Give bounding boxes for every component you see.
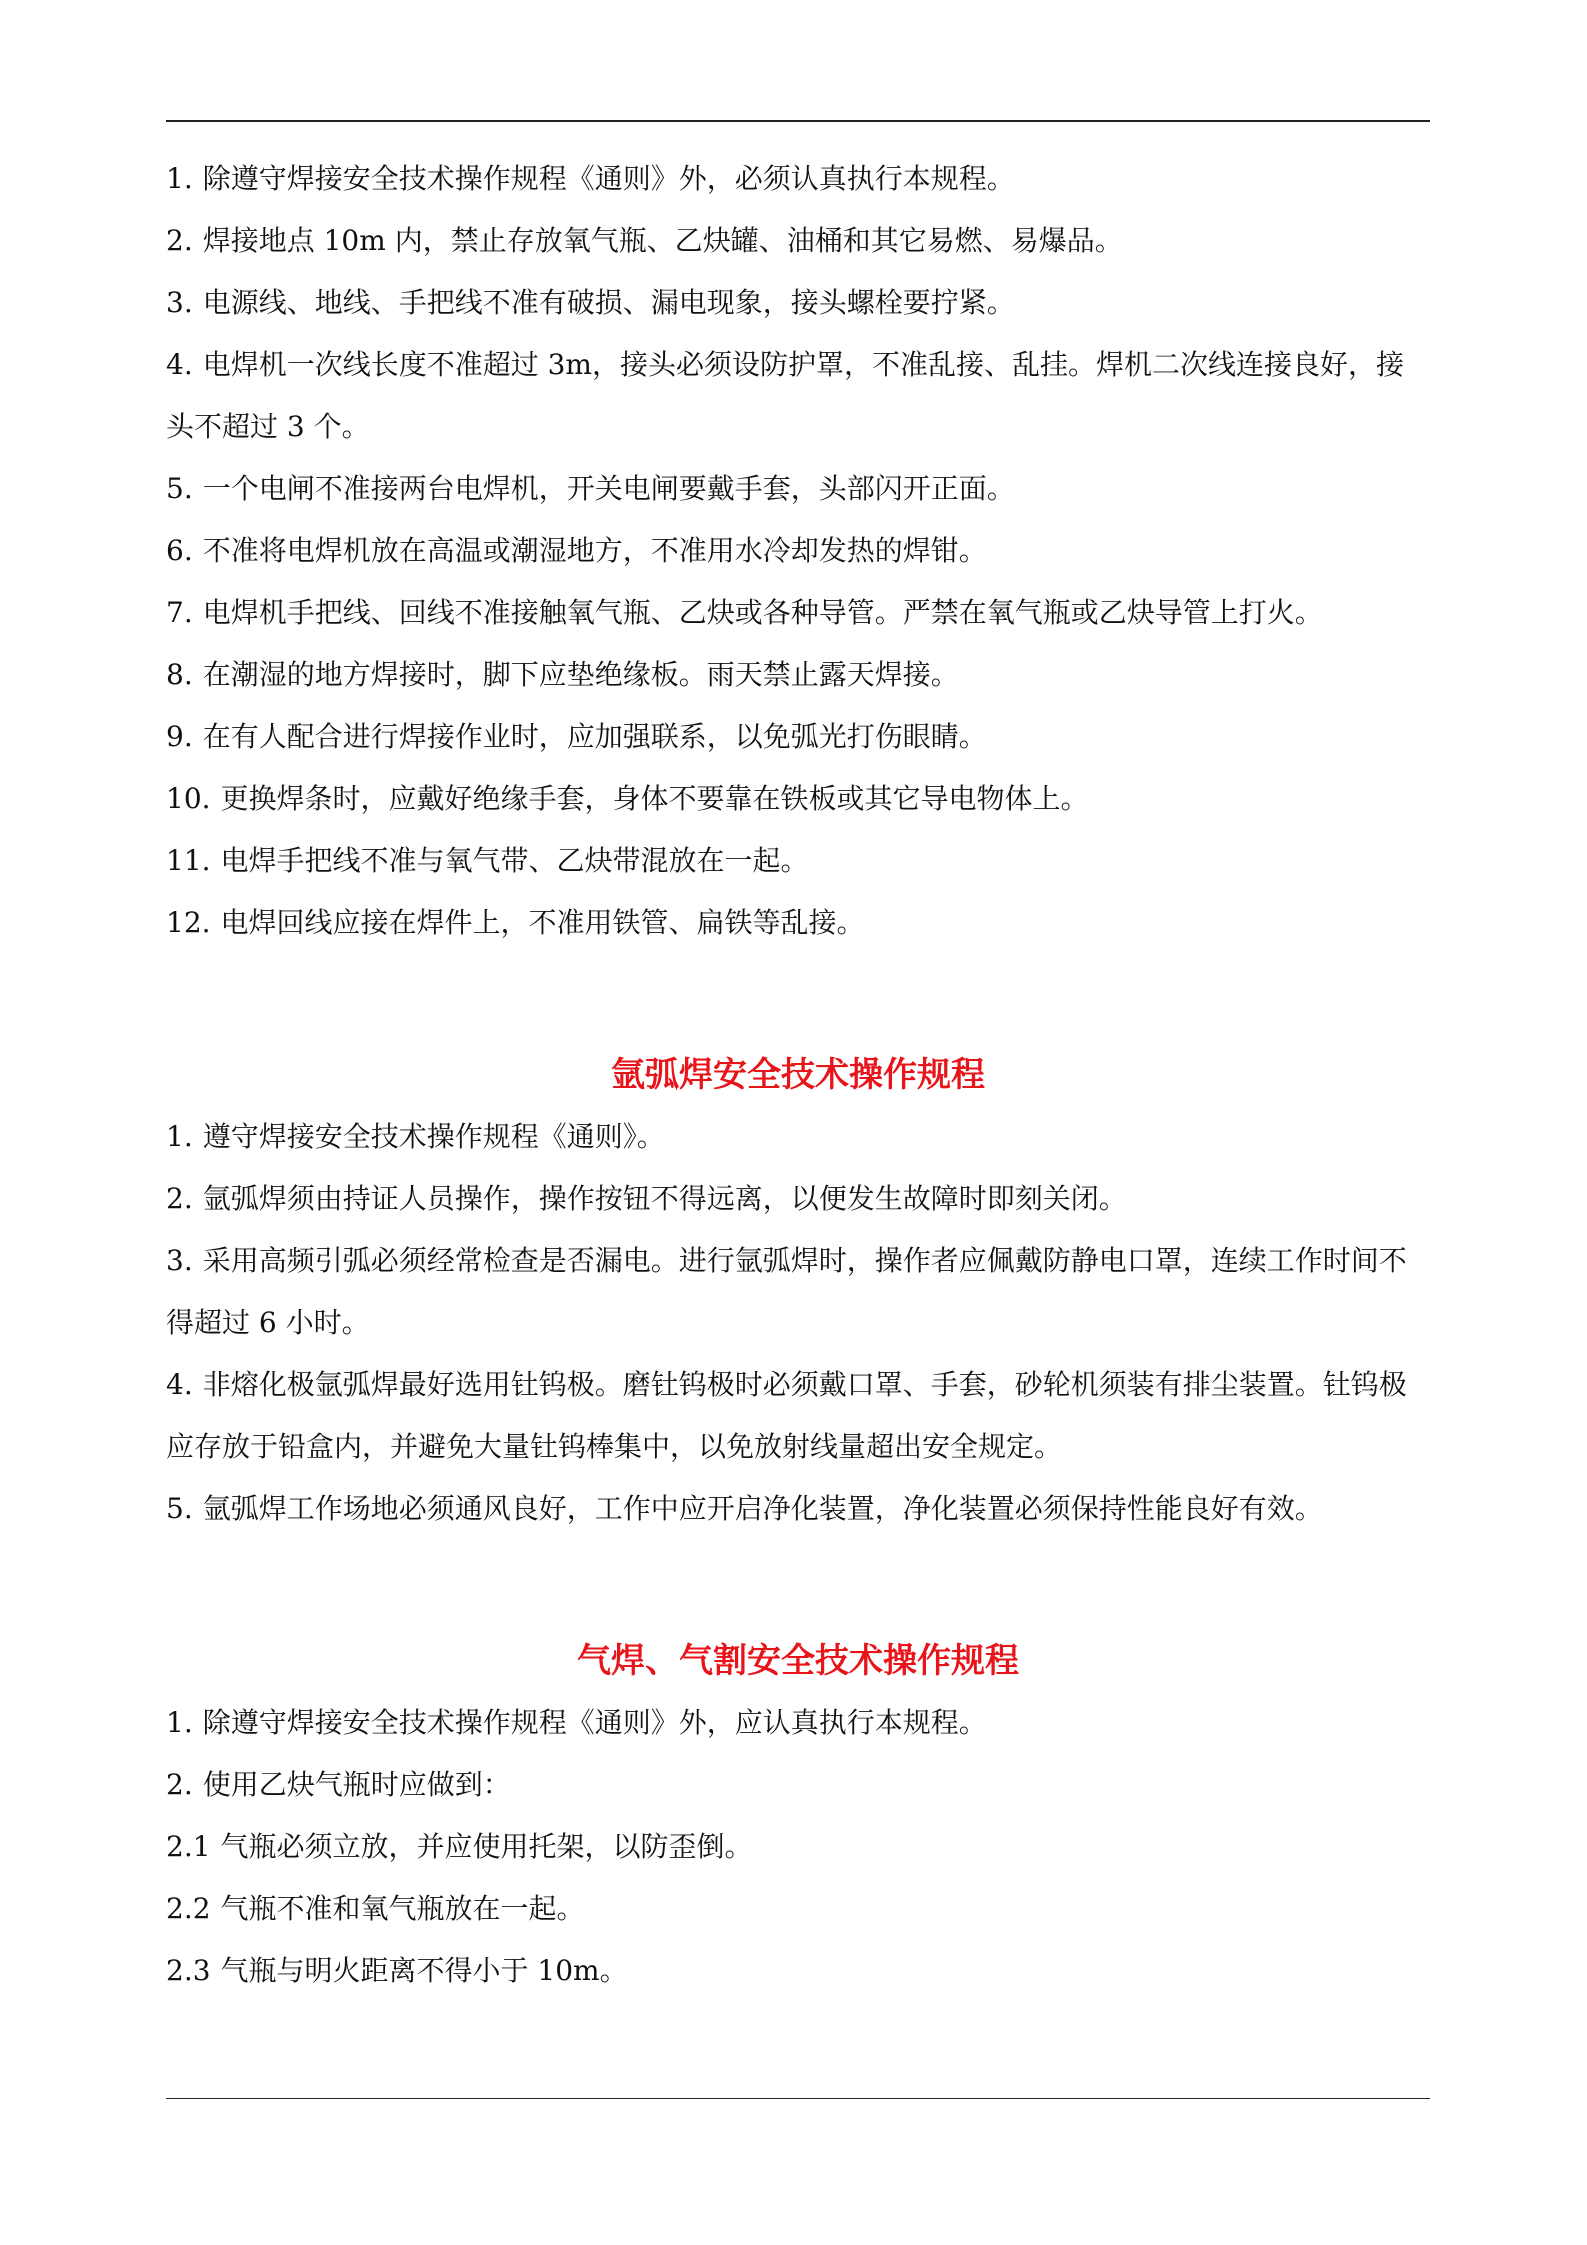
list-item: 3. 采用高频引弧必须经常检查是否漏电。进行氩弧焊时，操作者应佩戴防静电口罩，连续工作时间不得超过 6 小时。 xyxy=(166,1244,1407,1339)
list-item: 1. 除遵守焊接安全技术操作规程《通则》外，必须认真执行本规程。 xyxy=(166,162,1015,195)
list-item: 10. 更换焊条时，应戴好绝缘手套，身体不要靠在铁板或其它导电物体上。 xyxy=(166,782,1089,815)
list-item: 7. 电焊机手把线、回线不准接触氧气瓶、乙炔或各种导管。严禁在氧气瓶或乙炔导管上打火。 xyxy=(166,596,1323,629)
section-title: 氩弧焊安全技术操作规程 xyxy=(611,1055,985,1095)
document-body xyxy=(166,148,1430,2002)
list-item: 8. 在潮湿的地方焊接时，脚下应垫绝缘板。雨天禁止露天焊接。 xyxy=(166,658,959,691)
list-item: 2. 使用乙炔气瓶时应做到： xyxy=(166,1768,511,1801)
list-item: 2.2 气瓶不准和氧气瓶放在一起。 xyxy=(166,1892,585,1925)
list-item: 1. 遵守焊接安全技术操作规程《通则》。 xyxy=(166,1120,665,1153)
section-spacer xyxy=(166,1540,1430,1630)
section-gas-welding-cutting xyxy=(166,1630,1430,2002)
list-item: 5. 氩弧焊工作场地必须通风良好，工作中应开启净化装置，净化装置必须保持性能良好有效。 xyxy=(166,1492,1323,1525)
list-item: 4. 非熔化极氩弧焊最好选用钍钨极。磨钍钨极时必须戴口罩、手套，砂轮机须装有排尘装置。钍钨极应存放于铅盒内，并避免大量钍钨棒集中，以免放射线量超出安全规定。 xyxy=(166,1368,1407,1463)
footer-rule xyxy=(166,2098,1430,2099)
list-item: 2. 焊接地点 10m 内，禁止存放氧气瓶、乙炔罐、油桶和其它易燃、易爆品。 xyxy=(166,224,1123,257)
list-item: 5. 一个电闸不准接两台电焊机，开关电闸要戴手套，头部闪开正面。 xyxy=(166,472,1015,505)
section-electric-welding xyxy=(166,148,1430,954)
header-rule xyxy=(166,120,1430,122)
list-item: 4. 电焊机一次线长度不准超过 3m，接头必须设防护罩，不准乱接、乱挂。焊机二次线连接良好，接头不超过 3 个。 xyxy=(166,348,1404,443)
list-item: 2. 氩弧焊须由持证人员操作，操作按钮不得远离，以便发生故障时即刻关闭。 xyxy=(166,1182,1127,1215)
section-argon-arc-welding xyxy=(166,1044,1430,1540)
list-item: 6. 不准将电焊机放在高温或潮湿地方，不准用水冷却发热的焊钳。 xyxy=(166,534,987,567)
list-item: 3. 电源线、地线、手把线不准有破损、漏电现象，接头螺栓要拧紧。 xyxy=(166,286,1015,319)
list-item: 11. 电焊手把线不准与氧气带、乙炔带混放在一起。 xyxy=(166,844,809,877)
list-item: 2.1 气瓶必须立放，并应使用托架，以防歪倒。 xyxy=(166,1830,753,1863)
list-item: 1. 除遵守焊接安全技术操作规程《通则》外，应认真执行本规程。 xyxy=(166,1706,987,1739)
section-title: 气焊、气割安全技术操作规程 xyxy=(577,1641,1019,1681)
list-item: 2.3 气瓶与明火距离不得小于 10m。 xyxy=(166,1954,628,1987)
section-spacer xyxy=(166,954,1430,1044)
list-item: 9. 在有人配合进行焊接作业时，应加强联系，以免弧光打伤眼睛。 xyxy=(166,720,987,753)
list-item: 12. 电焊回线应接在焊件上，不准用铁管、扁铁等乱接。 xyxy=(166,906,865,939)
